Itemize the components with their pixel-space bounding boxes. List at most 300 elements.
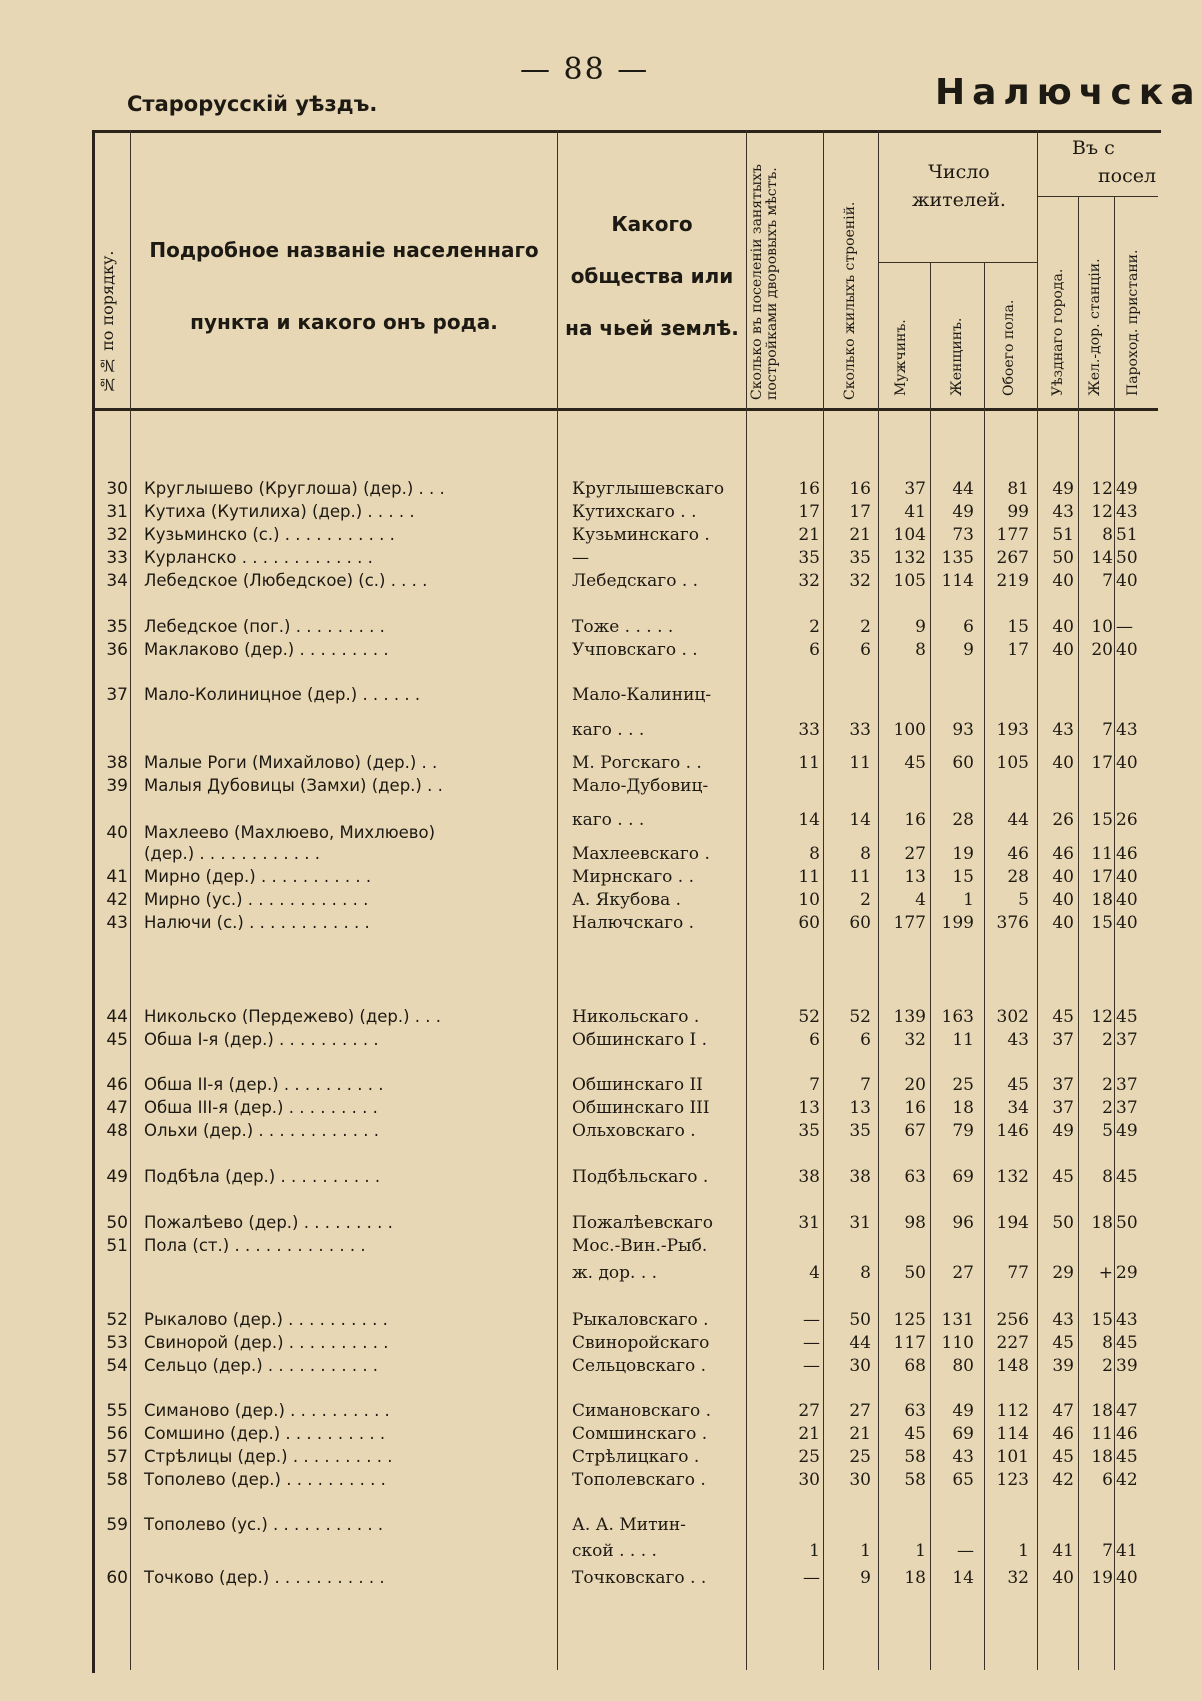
distance-rail: 20 [1091,640,1113,660]
table-row [0,616,1150,638]
row-number: 59 [106,1515,128,1535]
row-number: 34 [106,571,128,591]
running-headword: Налючска [935,72,1202,113]
yards-count: 4 [809,1263,820,1283]
row-number: 36 [106,640,128,660]
distance-town: 40 [1052,867,1074,887]
table-row [0,570,1150,592]
distance-rail: 12 [1091,479,1113,499]
distance-pier: 40 [1116,867,1138,887]
owner-name: Налючскаго . [572,913,695,933]
total-count: 77 [1007,1263,1029,1283]
distance-town: 43 [1052,502,1074,522]
total-count: 227 [996,1333,1029,1353]
row-number: 41 [106,867,128,887]
yards-count: 7 [809,1075,820,1095]
table-row [0,843,1150,865]
distance-town: 42 [1052,1470,1074,1490]
owner-name: Мирнскаго . . [572,867,694,887]
row-number: 56 [106,1424,128,1444]
yards-count: 11 [798,867,820,887]
distance-town: 46 [1052,1424,1074,1444]
table-row [0,1423,1150,1445]
table-row [0,524,1150,546]
row-number: 54 [106,1356,128,1376]
table-row [0,719,1150,741]
owner-name: Пожалѣевскаго [572,1213,713,1233]
distance-town: 37 [1052,1030,1074,1050]
buildings-count: 35 [849,1121,871,1141]
distance-rail: 15 [1091,1310,1113,1330]
table-row [0,1332,1150,1354]
men-count: 20 [904,1075,926,1095]
owner-name: Точковскаго . . [572,1568,707,1588]
col-header-distance-top: Въ с [1072,137,1115,159]
yards-count: 30 [798,1470,820,1490]
yards-count: 1 [809,1541,820,1561]
table-row [0,1355,1150,1377]
owner-name: — [572,548,589,568]
buildings-count: 2 [860,890,871,910]
distance-rail: 10 [1091,617,1113,637]
distance-town: 46 [1052,844,1074,864]
distance-town: 39 [1052,1356,1074,1376]
women-count: 25 [952,1075,974,1095]
distance-pier: 40 [1116,753,1138,773]
men-count: 100 [893,720,926,740]
distance-pier: 40 [1116,1568,1138,1588]
distance-town: 29 [1052,1263,1074,1283]
women-count: 131 [941,1310,974,1330]
distance-rail: 2 [1102,1030,1113,1050]
distance-pier: 26 [1116,810,1138,830]
table-row [0,752,1150,774]
place-name: Малыя Дубовицы (Замхи) (дер.) . . [144,776,443,795]
place-name: Рыкалово (дер.) . . . . . . . . . . [144,1310,388,1329]
buildings-count: 1 [860,1541,871,1561]
row-number: 39 [106,776,128,796]
distance-rail: 12 [1091,1007,1113,1027]
distance-town: 40 [1052,571,1074,591]
distance-pier: 37 [1116,1075,1138,1095]
row-number: 30 [106,479,128,499]
distance-town: 40 [1052,617,1074,637]
distance-town: 45 [1052,1447,1074,1467]
owner-name: Мос.-Вин.-Рыб. [572,1236,708,1256]
distance-town: 45 [1052,1007,1074,1027]
men-count: 9 [915,617,926,637]
table-row [0,1074,1150,1096]
distance-pier: — [1116,617,1133,637]
distance-pier: 46 [1116,1424,1138,1444]
distance-town: 40 [1052,753,1074,773]
col-header-town: Уѣзднаго города. [1050,268,1066,396]
table-row [0,1212,1150,1234]
buildings-count: 44 [849,1333,871,1353]
women-count: 19 [952,844,974,864]
owner-name: Ольховскаго . [572,1121,696,1141]
women-count: 65 [952,1470,974,1490]
col-header-rail: Жел.-дор. станціи. [1087,258,1103,396]
total-count: 44 [1007,810,1029,830]
owner-name: Симановскаго . [572,1401,712,1421]
men-count: 58 [904,1470,926,1490]
col-header-distance-bottom: посел [1098,165,1157,187]
distance-town: 51 [1052,525,1074,545]
distance-pier: 40 [1116,640,1138,660]
owner-name: Мало-Дубовиц- [572,776,709,796]
men-count: 4 [915,890,926,910]
table-row [0,1166,1150,1188]
men-count: 105 [893,571,926,591]
buildings-count: 14 [849,810,871,830]
distance-pier: 45 [1116,1447,1138,1467]
place-name: Пожалѣево (дер.) . . . . . . . . . [144,1213,393,1232]
total-count: 302 [996,1007,1029,1027]
distance-rail: 7 [1102,571,1113,591]
total-count: 146 [996,1121,1029,1141]
men-count: 98 [904,1213,926,1233]
women-count: 80 [952,1356,974,1376]
buildings-count: 38 [849,1167,871,1187]
men-count: 13 [904,867,926,887]
distance-rail: 15 [1091,810,1113,830]
place-name: Мирно (дер.) . . . . . . . . . . . [144,867,372,886]
yards-count: — [803,1568,820,1588]
distance-pier: 51 [1116,525,1138,545]
men-count: 68 [904,1356,926,1376]
buildings-count: 11 [849,867,871,887]
women-count: 49 [952,502,974,522]
men-count: 139 [893,1007,926,1027]
total-count: 194 [996,1213,1029,1233]
distance-rail: 8 [1102,1167,1113,1187]
distance-town: 43 [1052,1310,1074,1330]
yards-count: 38 [798,1167,820,1187]
yards-count: 6 [809,640,820,660]
buildings-count: 50 [849,1310,871,1330]
owner-name: Свинoройскаго [572,1333,710,1353]
place-name: Маклаково (дер.) . . . . . . . . . [144,640,389,659]
yards-count: 25 [798,1447,820,1467]
yards-count: 11 [798,753,820,773]
distance-pier: 39 [1116,1356,1138,1376]
buildings-count: 7 [860,1075,871,1095]
total-count: 101 [996,1447,1029,1467]
table-row [0,1029,1150,1051]
place-name: Курланско . . . . . . . . . . . . . [144,548,373,567]
total-count: 15 [1007,617,1029,637]
yards-count: 27 [798,1401,820,1421]
place-name: Ольхи (дер.) . . . . . . . . . . . . [144,1121,380,1140]
row-number: 57 [106,1447,128,1467]
total-count: 45 [1007,1075,1029,1095]
owner-name: ской . . . . [572,1541,657,1561]
women-count: 28 [952,810,974,830]
table-row [0,1567,1150,1589]
total-count: 5 [1018,890,1029,910]
place-name: Мирно (ус.) . . . . . . . . . . . . [144,890,369,909]
distance-rail: 14 [1091,548,1113,568]
distance-town: 37 [1052,1098,1074,1118]
owner-name: Учповскаго . . [572,640,698,660]
women-count: 15 [952,867,974,887]
total-count: 32 [1007,1568,1029,1588]
distance-pier: 45 [1116,1333,1138,1353]
distance-rail: 17 [1091,753,1113,773]
place-name: Сельцо (дер.) . . . . . . . . . . . [144,1356,379,1375]
place-name: Тополево (дер.) . . . . . . . . . . [144,1470,386,1489]
women-count: 69 [952,1424,974,1444]
men-count: 132 [893,548,926,568]
distance-pier: 41 [1116,1541,1138,1561]
table-row [0,478,1150,500]
men-count: 125 [893,1310,926,1330]
row-number: 55 [106,1401,128,1421]
place-name: Кузьминско (с.) . . . . . . . . . . . [144,525,395,544]
women-count: 60 [952,753,974,773]
yards-count: 35 [798,548,820,568]
yards-count: 17 [798,502,820,522]
place-name: Никольско (Пердежево) (дер.) . . . [144,1007,442,1026]
total-count: 99 [1007,502,1029,522]
row-number: 32 [106,525,128,545]
men-count: 45 [904,753,926,773]
col-header-buildings: Сколько жилыхъ строеній. [842,201,858,400]
col-header-pier: Пароход. пристани. [1125,249,1141,396]
row-number: 33 [106,548,128,568]
table-row [0,1446,1150,1468]
total-count: 34 [1007,1098,1029,1118]
row-number: 53 [106,1333,128,1353]
place-name: (дер.) . . . . . . . . . . . . [144,844,321,863]
yards-count: 60 [798,913,820,933]
total-count: 267 [996,548,1029,568]
owner-name: Обшинскаго III [572,1098,710,1118]
owner-name: Круглышевскаго [572,479,725,499]
distance-rail: 8 [1102,525,1113,545]
place-name: Подбѣла (дер.) . . . . . . . . . . [144,1167,381,1186]
distance-rail: + [1098,1263,1113,1283]
place-name: Лебедское (пог.) . . . . . . . . . [144,617,385,636]
place-name: Мало-Колиницное (дер.) . . . . . . [144,685,421,704]
header-bottom-rule [92,408,1158,411]
buildings-count: 60 [849,913,871,933]
table-row [0,1400,1150,1422]
owner-name: Подбѣльскаго . [572,1167,709,1187]
owner-name: Сомшинскаго . [572,1424,708,1444]
distance-pier: 49 [1116,479,1138,499]
table-row [0,1514,1150,1536]
buildings-count: 9 [860,1568,871,1588]
women-count: 11 [952,1030,974,1050]
distance-pier: 40 [1116,913,1138,933]
distance-rail: 17 [1091,867,1113,887]
men-count: 63 [904,1167,926,1187]
distance-pier: 43 [1116,720,1138,740]
buildings-count: 6 [860,1030,871,1050]
table-row [0,1469,1150,1491]
distance-town: 50 [1052,548,1074,568]
women-count: 69 [952,1167,974,1187]
owner-name: Рыкаловскаго . [572,1310,709,1330]
buildings-count: 11 [849,753,871,773]
row-number: 51 [106,1236,128,1256]
women-count: 79 [952,1121,974,1141]
total-count: 28 [1007,867,1029,887]
yards-count: 52 [798,1007,820,1027]
men-count: 177 [893,913,926,933]
women-count: 93 [952,720,974,740]
women-count: 135 [941,548,974,568]
yards-count: — [803,1310,820,1330]
owner-name: Стрѣлицкаго . [572,1447,700,1467]
col-header-name: Подробное названіе населеннаго пункта и какого онъ рода. [149,238,539,334]
table-row [0,866,1150,888]
total-count: 148 [996,1356,1029,1376]
distance-town: 49 [1052,479,1074,499]
row-number: 44 [106,1007,128,1027]
row-number: 50 [106,1213,128,1233]
owner-name: Никольскаго . [572,1007,700,1027]
place-name: Сомшино (дер.) . . . . . . . . . . [144,1424,386,1443]
yards-count: 10 [798,890,820,910]
distance-rail: 2 [1102,1098,1113,1118]
owner-name: М. Рогскаго . . [572,753,702,773]
women-count: 14 [952,1568,974,1588]
place-name: Свинорой (дер.) . . . . . . . . . . [144,1333,389,1352]
men-count: 41 [904,502,926,522]
rule [1037,196,1158,197]
buildings-count: 31 [849,1213,871,1233]
distance-town: 45 [1052,1167,1074,1187]
col-header-total: Обоего пола. [1001,299,1017,396]
distance-rail: 6 [1102,1470,1113,1490]
yards-count: 33 [798,720,820,740]
distance-rail: 11 [1091,844,1113,864]
owner-name: Кутихскаго . . [572,502,697,522]
owner-name: Тополевскаго . [572,1470,706,1490]
men-count: 32 [904,1030,926,1050]
buildings-count: 17 [849,502,871,522]
distance-pier: 37 [1116,1098,1138,1118]
total-count: 17 [1007,640,1029,660]
distance-rail: 18 [1091,1401,1113,1421]
table-row [0,1120,1150,1142]
distance-rail: 18 [1091,890,1113,910]
yards-count: 16 [798,479,820,499]
distance-rail: 2 [1102,1356,1113,1376]
owner-name: Обшинскаго I . [572,1030,707,1050]
total-count: 193 [996,720,1029,740]
women-count: 114 [941,571,974,591]
row-number: 45 [106,1030,128,1050]
men-count: 1 [915,1541,926,1561]
owner-name: А. А. Митин- [572,1515,686,1535]
distance-town: 40 [1052,890,1074,910]
yards-count: 13 [798,1098,820,1118]
total-count: 81 [1007,479,1029,499]
women-count: 18 [952,1098,974,1118]
row-number: 60 [106,1568,128,1588]
place-name: Махлеево (Махлюево, Михлюево) [144,823,436,842]
place-name: Обша III-я (дер.) . . . . . . . . . [144,1098,378,1117]
distance-pier: 40 [1116,571,1138,591]
buildings-count: 2 [860,617,871,637]
distance-pier: 43 [1116,1310,1138,1330]
distance-rail: 7 [1102,720,1113,740]
total-count: 105 [996,753,1029,773]
distance-town: 47 [1052,1401,1074,1421]
buildings-count: 52 [849,1007,871,1027]
col-header-yards: Сколько въ поселеніи занятыхъ постройками дворовыхъ мѣстъ. [749,164,780,400]
men-count: 67 [904,1121,926,1141]
women-count: 27 [952,1263,974,1283]
men-count: 63 [904,1401,926,1421]
place-name: Тополево (ус.) . . . . . . . . . . . [144,1515,384,1534]
yards-count: 14 [798,810,820,830]
total-count: 132 [996,1167,1029,1187]
distance-rail: 12 [1091,502,1113,522]
yards-count: 31 [798,1213,820,1233]
distance-pier: 50 [1116,1213,1138,1233]
men-count: 117 [893,1333,926,1353]
col-header-number: №№ по порядку. [98,250,117,394]
men-count: 50 [904,1263,926,1283]
yards-count: — [803,1333,820,1353]
place-name: Круглышево (Круглоша) (дер.) . . . [144,479,445,498]
place-name: Налючи (с.) . . . . . . . . . . . . [144,913,370,932]
distance-town: 41 [1052,1541,1074,1561]
buildings-count: 13 [849,1098,871,1118]
yards-count: 32 [798,571,820,591]
women-count: 110 [941,1333,974,1353]
row-number: 58 [106,1470,128,1490]
row-number: 38 [106,753,128,773]
row-number: 43 [106,913,128,933]
women-count: 9 [963,640,974,660]
row-number: 46 [106,1075,128,1095]
distance-pier: 43 [1116,502,1138,522]
men-count: 16 [904,810,926,830]
place-name: Кутиха (Кутилиха) (дер.) . . . . . [144,502,415,521]
yards-count: 2 [809,617,820,637]
yards-count: 35 [798,1121,820,1141]
women-count: 96 [952,1213,974,1233]
table-row [0,639,1150,661]
women-count: 6 [963,617,974,637]
place-name: Симаново (дер.) . . . . . . . . . . [144,1401,390,1420]
row-number: 40 [106,823,128,843]
row-number: 49 [106,1167,128,1187]
place-name: Обша II-я (дер.) . . . . . . . . . . [144,1075,384,1094]
owner-name: Обшинскаго II [572,1075,703,1095]
owner-name: А. Якубова . [572,890,682,910]
men-count: 45 [904,1424,926,1444]
total-count: 376 [996,913,1029,933]
men-count: 104 [893,525,926,545]
row-number: 37 [106,685,128,705]
distance-pier: 46 [1116,844,1138,864]
distance-pier: 40 [1116,890,1138,910]
buildings-count: 8 [860,1263,871,1283]
row-number: 42 [106,890,128,910]
distance-town: 50 [1052,1213,1074,1233]
distance-town: 40 [1052,913,1074,933]
women-count: — [957,1541,974,1561]
owner-name: Сельцовскаго . [572,1356,707,1376]
women-count: 163 [941,1007,974,1027]
